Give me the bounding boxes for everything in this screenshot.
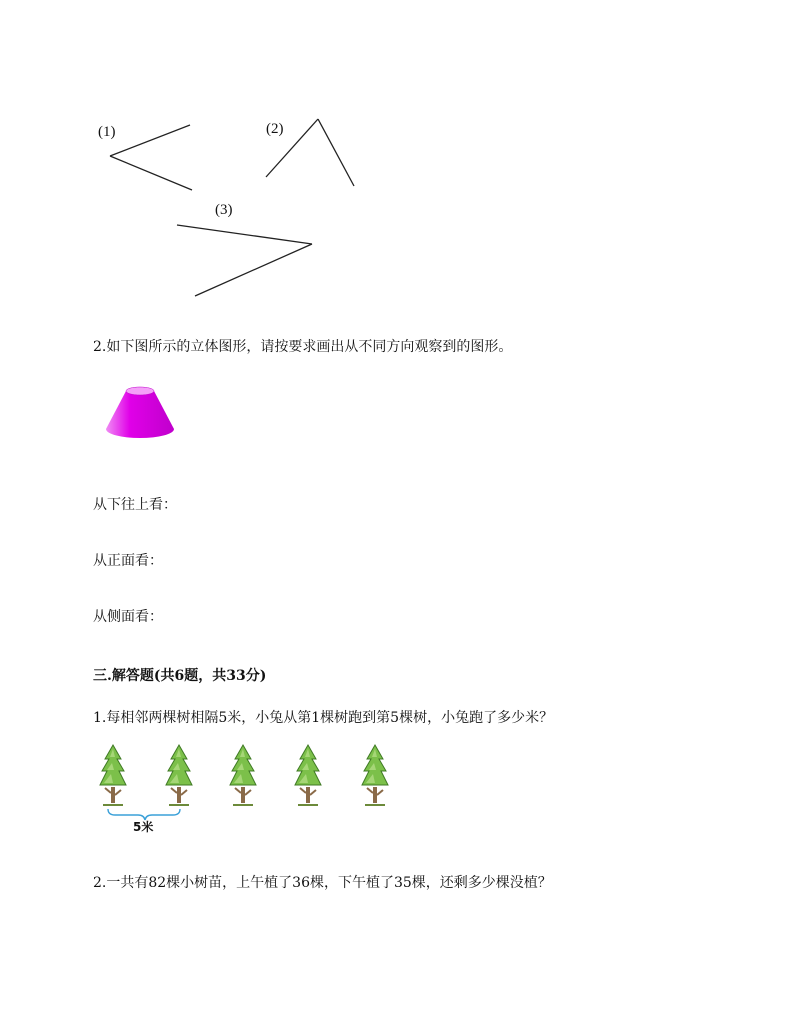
problem-2-text: 2.一共有82棵小树苗，上午植了36棵，下午植了35棵，还剩多少棵没植？ — [93, 875, 552, 891]
angle-label-1: (1) — [98, 124, 116, 140]
section-3-heading: 三.解答题(共6题，共33分) — [93, 668, 267, 684]
problem-1-text: 1.每相邻两棵树相隔5米，小兔从第1棵树跑到第5棵树，小兔跑了多少米？ — [93, 710, 554, 726]
view-front-label: 从正面看： — [93, 553, 163, 569]
question-2-text: 2.如下图所示的立体图形，请按要求画出从不同方向观察到的图形。 — [93, 339, 513, 355]
angle-label-2: (2) — [266, 121, 284, 137]
view-bottom-label: 从下往上看： — [93, 497, 177, 513]
distance-label: 5米 — [133, 820, 154, 834]
angle-label-3: (3) — [215, 202, 233, 218]
view-side-label: 从侧面看： — [93, 609, 163, 625]
